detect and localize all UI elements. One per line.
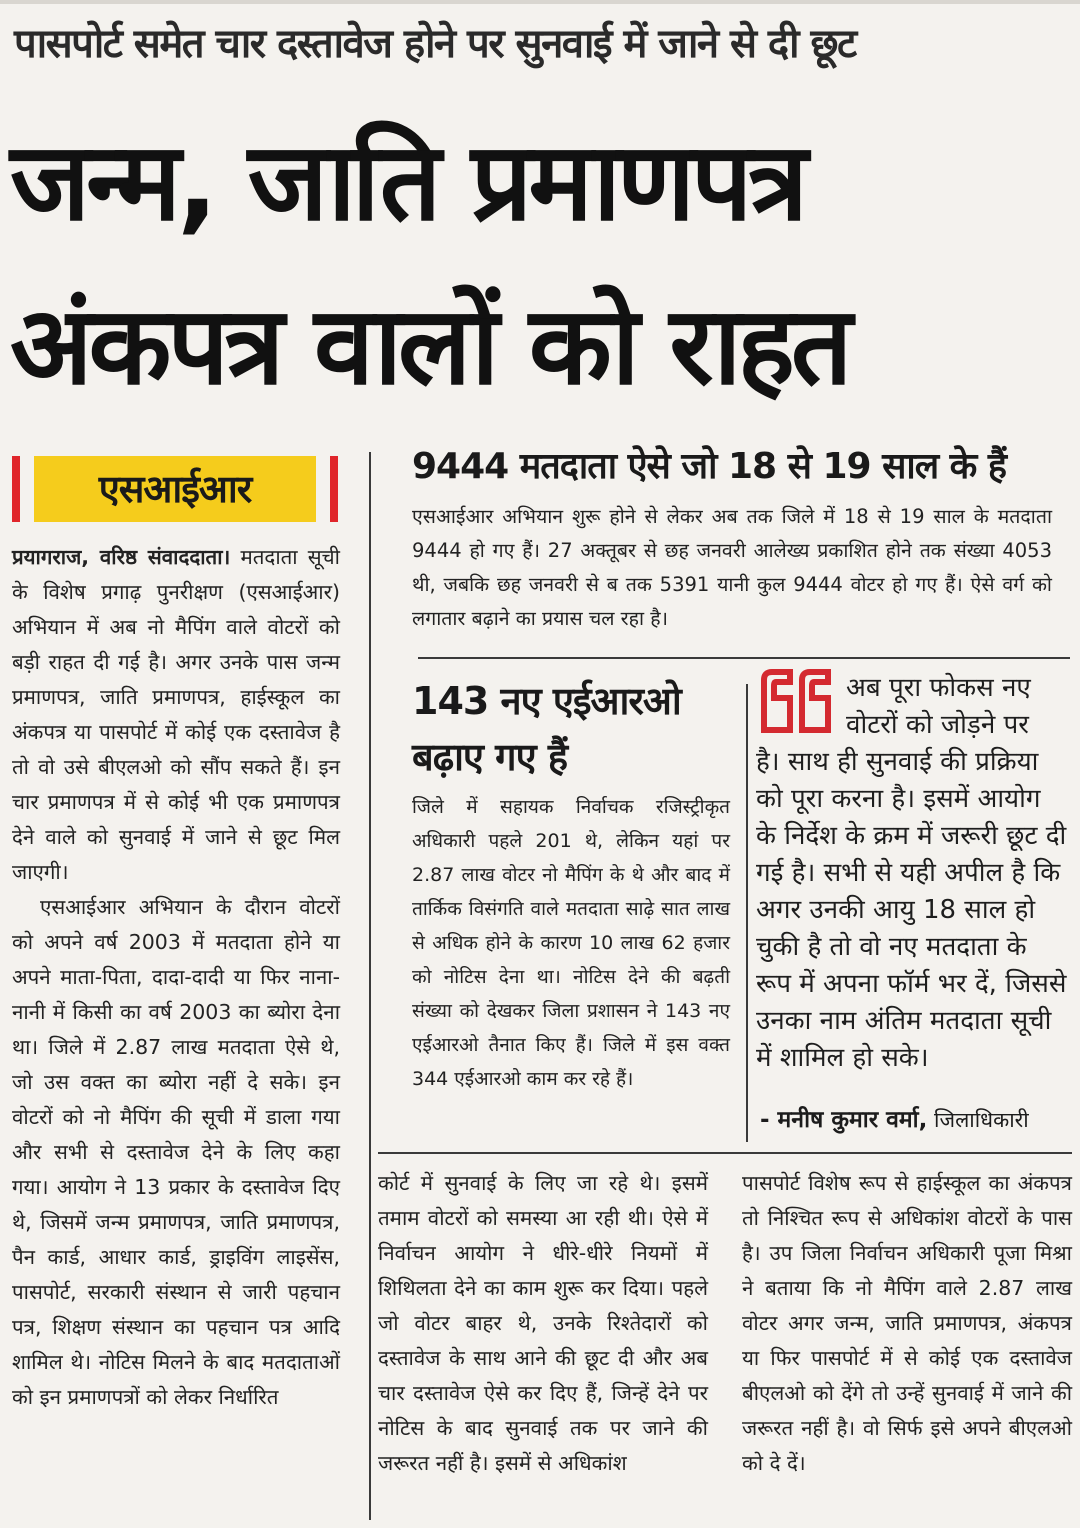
column-3: पासपोर्ट विशेष रूप से हाईस्कूल का अंकपत्र तो निश्चित रूप से अधिकांश वोटरों के पास है। उप जिला निर्वाचन अधिकारी पूजा मिश्रा ने बताया कि नो मैपिंग वाले 2.87 लाख वोटर अगर जन्म, जाति प्रमाणपत्र, अंकपत्र या फिर पासपोर्ट में से कोई एक दस्तावेज बीएलओ को देंगे तो उन्हें सुनवाई में जाने की जरूरत नहीं है। वो सिर्फ इसे अपने बीएलओ को दे दें। bbox=[742, 1171, 1072, 1475]
aero-box-heading-line-1: 143 नए एईआरओ bbox=[412, 679, 681, 723]
quote-body: है। साथ ही सुनवाई की प्रक्रिया को पूरा करना है। इसमें आयोग के निर्देश के क्रम में जरूरी छूट दी गई है। सभी से यही अपील है कि अगर उनकी आयु 18 साल हो चुकी है तो वो नए मतदाता के रूप में अपना फॉर्म भर दें, जिससे उनका नाम अंतिम मतदाता सूची में शामिल हो सके। bbox=[756, 747, 1067, 1073]
tag-bar-right bbox=[330, 456, 338, 522]
main-headline-line-2: अंकपत्र वालों को राहत bbox=[10, 284, 849, 409]
column-1-para-2: एसआईआर अभियान के दौरान वोटरों को अपने वर्ष 2003 में मतदाता होने या अपने माता-पिता, दादा-दादी या फिर नाना-नानी में किसी का वर्ष 2003 का ब्योरा देना था। जिले में 2.87 लाख मतदाता ऐसे थे, जो उस वक्त का ब्योरा नहीं दे सके। इन वोटरों को नो मैपिंग की सूची में डाला गया और सभी से दस्तावेज देने के लिए कहा गया। आयोग ने 13 प्रकार के दस्तावेज दिए थे, जिसमें जन्म प्रमाणपत्र, जाति प्रमाणपत्र, पैन कार्ड, आधार कार्ड, ड्राइविंग लाइसेंस, पासपोर्ट, सरकारी संस्थान से जारी पहचान पत्र, शिक्षण संस्थान का पहचान पत्र आदि शामिल थे। नोटिस मिलने के बाद मतदाताओं को इन प्रमाणपत्रों को लेकर निर्धारित bbox=[12, 895, 340, 1409]
tag-bar-left bbox=[12, 456, 20, 522]
column-1 bbox=[12, 540, 340, 1415]
voters-box-heading: 9444 मतदाता ऐसे जो 18 से 19 साल के हैं bbox=[412, 446, 1006, 487]
dateline: प्रयागराज, वरिष्ठ संवाददाता। bbox=[12, 545, 231, 569]
aero-box-text: जिले में सहायक निर्वाचक रजिस्ट्रीकृत अधिकारी पहले 201 थे, लेकिन यहां पर 2.87 लाख वोटर नो मैपिंग के थे और बाद में तार्किक विसंगति वाले मतदाता साढ़े सात लाख से अधिक होने के कारण 10 लाख 62 हजार को नोटिस देना था। नोटिस देने की बढ़ती संख्या को देखकर जिला प्रशासन ने 143 नए एईआरओ तैनात किए हैं। जिले में इस वक्त 344 एईआरओ काम कर रहे हैं। bbox=[412, 796, 730, 1090]
top-edge bbox=[0, 0, 1080, 4]
box-divider bbox=[746, 684, 748, 1142]
quote-author: - मनीष कुमार वर्मा, bbox=[760, 1107, 928, 1133]
box-top-rule bbox=[418, 657, 1070, 659]
aero-box-heading-line-2: बढ़ाए गए हैं bbox=[412, 735, 567, 779]
box-bottom-rule bbox=[378, 1152, 1072, 1154]
column-2: कोर्ट में सुनवाई के लिए जा रहे थे। इसमें तमाम वोटरों को समस्या आ रही थी। ऐसे में निर्वाचन आयोग ने धीरे-धीरे नियमों में शिथिलता देने का काम शुरू कर दिया। पहले जो वोटर बाहर थे, उनके रिश्तेदारों को दस्तावेज के साथ आने की छूट दी और अब चार दस्तावेज ऐसे कर दिए हैं, जिन्हें देने पर नोटिस के बाद सुनवाई तक पर जाने की जरूरत नहीं है। इसमें से अधिकांश bbox=[378, 1171, 708, 1475]
kicker-headline: पासपोर्ट समेत चार दस्तावेज होने पर सुनवाई में जाने से दी छूट bbox=[14, 21, 856, 67]
quote-attribution bbox=[760, 1102, 1029, 1134]
voters-box-text: एसआईआर अभियान शुरू होने से लेकर अब तक जिले में 18 से 19 साल के मतदाता 9444 हो गए हैं। 27 अक्तूबर से छह जनवरी आलेख्य प्रकाशित होने तक संख्या 4053 थी, जबकि छह जनवरी से ब तक 5391 यानी कुल 9444 वोटर हो गए हैं। ऐसे वर्ग को लगातार बढ़ाने का प्रयास चल रहा है। bbox=[412, 505, 1052, 630]
quote-opening: अब पूरा फोकस नए वोटरों को जोड़ने पर bbox=[846, 673, 1031, 740]
quote-designation: जिलाधिकारी bbox=[934, 1108, 1029, 1132]
column-1-para-1: मतदाता सूची के विशेष प्रगाढ़ पुनरीक्षण (एसआईआर) अभियान में अब नो मैपिंग वाले वोटरों को बड़ी राहत दी गई है। अगर उनके पास जन्म प्रमाणपत्र, जाति प्रमाणपत्र, हाईस्कूल का अंकपत्र या पासपोर्ट में कोई एक दस्तावेज है तो वो उसे बीएलओ को सौंप सकते हैं। इन चार प्रमाणपत्र में से कोई भी एक प्रमाणपत्र देने वाले को सुनवाई में जाने से छूट मिल जाएगी। bbox=[12, 545, 340, 884]
main-headline-line-1: जन्म, जाति प्रमाणपत्र bbox=[10, 120, 804, 245]
tag-label: एसआईआर bbox=[34, 456, 316, 522]
section-tag bbox=[12, 456, 338, 522]
quote-icon bbox=[758, 668, 838, 736]
column-divider-1 bbox=[369, 452, 371, 1520]
